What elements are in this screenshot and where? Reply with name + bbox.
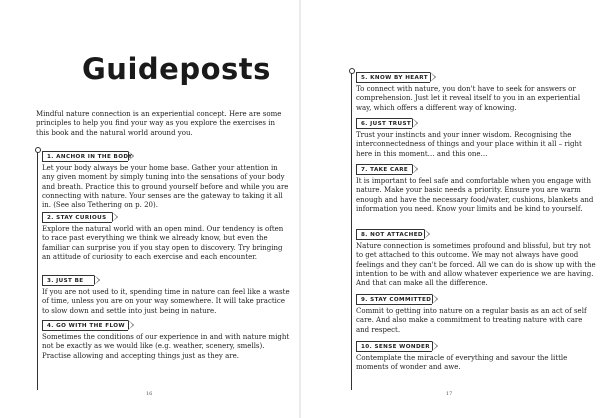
guidepost-2 xyxy=(42,212,290,262)
guidepost-2-text: Explore the natural world with an open mind. Our tendency is often to race past everything we think we already know, but even the familiar can surprise you if you stay open to discovery. Try bringing an attitude of curiosity to each exercise and each encounter. xyxy=(42,225,284,261)
guidepost-7 xyxy=(356,164,596,214)
guidepost-1-sign xyxy=(42,151,133,162)
guidepost-5-sign xyxy=(356,72,430,83)
guidepost-3-text: If you are not used to it, spending time in nature can feel like a waste of time, unless you are on your way somewhere. It will take practice to slow down and settle into just being in nature. xyxy=(42,288,290,315)
guidepost-6-text: Trust your instincts and your inner wisdom. Recognising the interconnectedness of things and your place within it all – right here in this moment… and this one… xyxy=(356,131,582,158)
page-title: Guideposts xyxy=(82,52,271,86)
guidepost-9-sign xyxy=(356,294,432,305)
signpost-cap-left xyxy=(35,147,41,153)
guidepost-3-sign xyxy=(42,275,94,286)
guidepost-1 xyxy=(42,151,290,210)
page-number-left: 16 xyxy=(146,391,153,397)
guidepost-4-text: Sometimes the conditions of our experience in and with nature might not be exactly as we would like (e.g. weather, scenery, smells). Practise allowing and accepting things just as they are. xyxy=(42,333,290,360)
guidepost-8-label: 8. NOT ATTACHED xyxy=(361,232,423,238)
guidepost-1-label: 1. ANCHOR IN THE BODY xyxy=(47,154,133,160)
guidepost-5 xyxy=(356,72,596,113)
guidepost-10-sign xyxy=(356,341,432,352)
guidepost-7-label: 7. TAKE CARE xyxy=(361,167,409,173)
page-number-right: 17 xyxy=(446,391,453,397)
intro-paragraph: Mindful nature connection is an experiential concept. Here are some principles to help you find your way as you explore the exercises in this book and the natural world around you. xyxy=(36,110,282,137)
guidepost-9 xyxy=(356,294,596,335)
guidepost-4-label: 4. GO WITH THE FLOW xyxy=(47,323,125,329)
guidepost-6-label: 6. JUST TRUST xyxy=(361,121,412,127)
signpost-pole-left xyxy=(37,152,38,390)
guidepost-10-text: Contemplate the miracle of everything and savour the little moments of wonder and awe. xyxy=(356,354,568,372)
guidepost-9-text: Commit to getting into nature on a regular basis as an act of self care. And also make a commitment to treating nature with care and respect. xyxy=(356,307,587,334)
guidepost-5-text: To connect with nature, you don't have to seek for answers or comprehension. Just let it reveal itself to you in an experiential way, which offers a different way of knowing. xyxy=(356,85,581,112)
guidepost-7-text: It is important to feel safe and comfortable when you engage with nature. Make your basic needs a priority. Ensure you are warm enough and have the necessary food/water, cushions, blankets and information you need. Know your limits and be kind to yourself. xyxy=(356,177,594,213)
guidepost-8 xyxy=(356,229,596,288)
guidepost-5-label: 5. KNOW BY HEART xyxy=(361,75,428,81)
guidepost-4 xyxy=(42,320,290,361)
guidepost-10-label: 10. SENSE WONDER xyxy=(361,344,430,350)
guidepost-2-sign xyxy=(42,212,112,223)
guidepost-6-sign xyxy=(356,118,412,129)
guidepost-6 xyxy=(356,118,596,159)
guidepost-8-text: Nature connection is sometimes profound and blissful, but try not to get attached to this outcome. We may not always have good feelings and they can't be forced. All we can do is show up with the intention to be with and allow whatever experience we are having. And that can make all the difference. xyxy=(356,242,596,288)
guidepost-1-text: Let your body always be your home base. Gather your attention in any given moment by simply tuning into the sensations of your body and breath. Practice this to ground yourself before and while you are connecting with nature. Your senses are the gateway to taking it all in. (See also Tethering on p. 20). xyxy=(42,164,289,210)
guidepost-3 xyxy=(42,275,290,316)
guidepost-9-label: 9. STAY COMMITTED xyxy=(361,297,432,303)
guidepost-4-sign xyxy=(42,320,128,331)
guidepost-8-sign xyxy=(356,229,424,240)
guidepost-7-sign xyxy=(356,164,412,175)
guidepost-3-label: 3. JUST BE xyxy=(47,278,84,284)
signpost-cap-right xyxy=(349,68,355,74)
signpost-pole-right xyxy=(351,73,352,390)
guidepost-2-label: 2. STAY CURIOUS xyxy=(47,215,107,221)
guidepost-10 xyxy=(356,341,596,373)
